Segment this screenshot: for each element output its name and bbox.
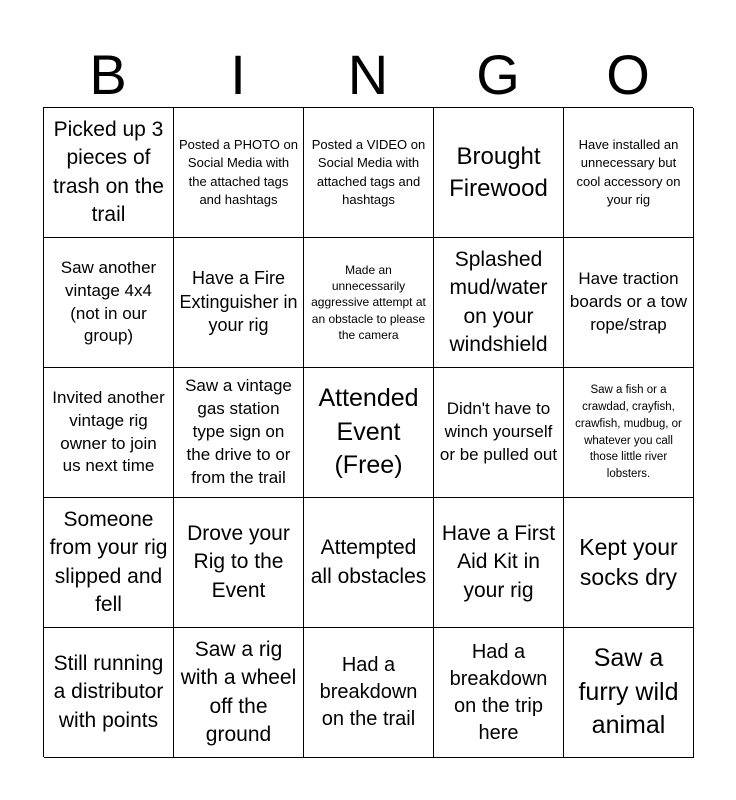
bingo-header xyxy=(43,42,693,108)
bingo-cell[interactable]: Brought Firewood xyxy=(434,108,564,238)
bingo-cell[interactable]: Saw a furry wild animal xyxy=(564,628,694,758)
bingo-cell[interactable]: Have a First Aid Kit in your rig xyxy=(434,498,564,628)
bingo-cell[interactable]: Attended Event (Free) xyxy=(304,368,434,498)
bingo-cell[interactable]: Posted a PHOTO on Social Media with the attached tags and hashtags xyxy=(174,108,304,238)
bingo-cell[interactable]: Splashed mud/water on your windshield xyxy=(434,238,564,368)
bingo-cell[interactable]: Invited another vintage rig owner to join us next time xyxy=(44,368,174,498)
bingo-cell[interactable]: Saw another vintage 4x4 (not in our group) xyxy=(44,238,174,368)
bingo-cell[interactable]: Had a breakdown on the trip here xyxy=(434,628,564,758)
bingo-cell[interactable]: Saw a fish or a crawdad, crayfish, crawfish, mudbug, or whatever you call those little river lobsters. xyxy=(564,368,694,498)
bingo-cell[interactable]: Made an unnecessarily aggressive attempt at an obstacle to please the camera xyxy=(304,238,434,368)
bingo-cell[interactable]: Attempted all obstacles xyxy=(304,498,434,628)
bingo-cell[interactable]: Drove your Rig to the Event xyxy=(174,498,304,628)
bingo-cell[interactable]: Have installed an unnecessary but cool accessory on your rig xyxy=(564,108,694,238)
header-letter-o: O xyxy=(606,43,650,106)
header-letter-g: G xyxy=(476,43,520,106)
bingo-cell[interactable]: Still running a distributor with points xyxy=(44,628,174,758)
header-letter-n: N xyxy=(347,43,389,106)
header-letter-b: B xyxy=(89,43,127,106)
bingo-cell[interactable]: Posted a VIDEO on Social Media with attached tags and hashtags xyxy=(304,108,434,238)
bingo-cell[interactable]: Have a Fire Extinguisher in your rig xyxy=(174,238,304,368)
bingo-cell[interactable]: Someone from your rig slipped and fell xyxy=(44,498,174,628)
bingo-board xyxy=(43,107,693,757)
bingo-cell[interactable]: Picked up 3 pieces of trash on the trail xyxy=(44,108,174,238)
bingo-cell[interactable]: Have traction boards or a tow rope/strap xyxy=(564,238,694,368)
bingo-cell[interactable]: Kept your socks dry xyxy=(564,498,694,628)
header-letter-i: I xyxy=(230,43,246,106)
bingo-cell[interactable]: Didn't have to winch yourself or be pulled out xyxy=(434,368,564,498)
bingo-cell[interactable]: Saw a vintage gas station type sign on the drive to or from the trail xyxy=(174,368,304,498)
bingo-cell[interactable]: Saw a rig with a wheel off the ground xyxy=(174,628,304,758)
bingo-cell[interactable]: Had a breakdown on the trail xyxy=(304,628,434,758)
